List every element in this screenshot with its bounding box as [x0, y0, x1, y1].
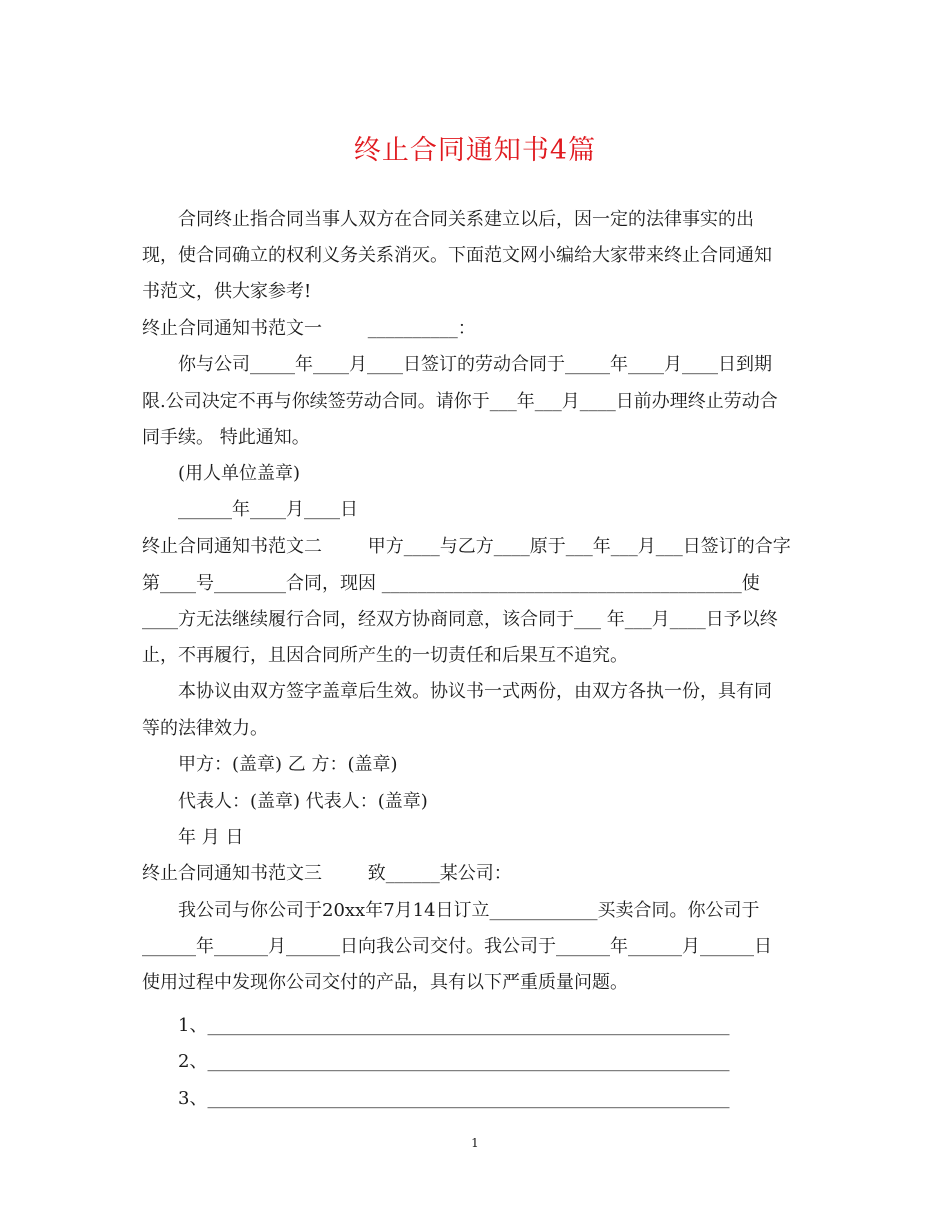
paragraph-line: 使用过程中发现你公司交付的产品，具有以下严重质量问题。: [142, 972, 628, 993]
date-line: 年 月 日: [178, 827, 244, 848]
paragraph-line: 合同终止指合同当事人双方在合同关系建立以后，因一定的法律事实的出: [178, 209, 754, 230]
section-heading: 终止合同通知书范文三 致______某公司：: [142, 863, 512, 884]
paragraph-line: 等的法律效力。: [142, 718, 268, 739]
paragraph-line: 第____号________合同，现因 ________________________________________使: [142, 573, 760, 594]
paragraph-line: (用人单位盖章): [178, 463, 301, 484]
paragraph-line: 你与公司_____年____月____日签订的劳动合同于_____年____月____日到期: [178, 354, 772, 375]
paragraph-line: ____方无法继续履行合同，经双方协商同意，该合同于___ 年___月____日予以终: [142, 609, 778, 630]
section-heading: 终止合同通知书范文二 甲方____与乙方____原于___年___月___日签订的合字: [142, 536, 791, 557]
section-heading: 终止合同通知书范文一 __________：: [142, 318, 476, 339]
list-item: 3、__________________________________________________________: [178, 1088, 730, 1109]
paragraph-line: 止，不再履行，且因合同所产生的一切责任和后果互不追究。: [142, 645, 628, 666]
paragraph-line: ______年______月______日向我公司交付。我公司于______年______月______日: [142, 936, 772, 957]
paragraph-line: 现，使合同确立的权利义务关系消灭。下面范文网小编给大家带来终止合同通知: [142, 245, 772, 266]
document-title: 终止合同通知书4篇: [353, 135, 597, 166]
date-line: ______年____月____日: [178, 499, 358, 520]
list-item: 2、__________________________________________________________: [178, 1051, 730, 1072]
paragraph-line: 限.公司决定不再与你续签劳动合同。请你于___年___月____日前办理终止劳动合: [142, 391, 778, 412]
signature-line: 甲方：(盖章) 乙 方：(盖章): [178, 754, 398, 775]
paragraph-line: 同手续。 特此通知。: [142, 427, 310, 448]
paragraph-line: 本协议由双方签字盖章后生效。协议书一式两份，由双方各执一份，具有同: [178, 681, 772, 702]
page-number: 1: [471, 1136, 479, 1150]
signature-line: 代表人：(盖章) 代表人：(盖章): [178, 791, 428, 812]
list-item: 1、__________________________________________________________: [178, 1015, 730, 1036]
paragraph-line: 书范文，供大家参考!: [142, 281, 312, 302]
paragraph-line: 我公司与你公司于20xx年7月14日订立____________买卖合同。你公司于: [178, 900, 760, 921]
